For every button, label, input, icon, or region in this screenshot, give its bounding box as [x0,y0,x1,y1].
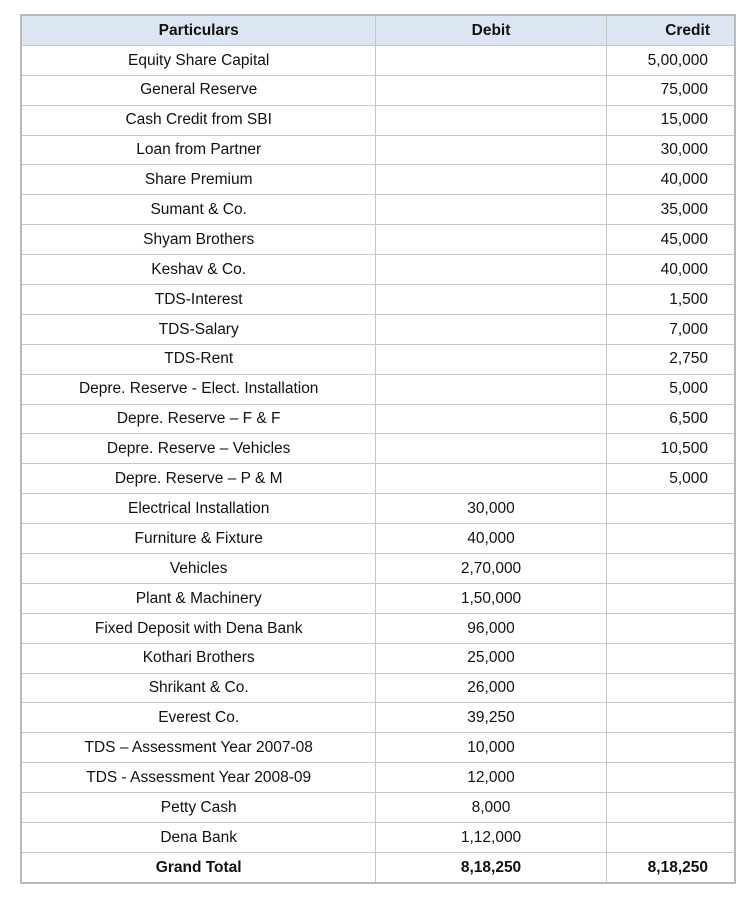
credit-cell [606,613,735,643]
table-row [21,823,735,853]
table-row [21,494,735,524]
particulars-cell: Depre. Reserve – P & M [21,464,376,494]
particulars-cell: TDS - Assessment Year 2008-09 [21,763,376,793]
table-row [21,105,735,135]
debit-cell: 10,000 [376,733,606,763]
debit-cell: 12,000 [376,763,606,793]
debit-cell [376,225,606,255]
particulars-cell: General Reserve [21,75,376,105]
debit-cell [376,45,606,75]
particulars-cell: TDS-Rent [21,344,376,374]
debit-cell [376,344,606,374]
debit-cell: 39,250 [376,703,606,733]
particulars-cell: Loan from Partner [21,135,376,165]
credit-cell [606,554,735,584]
table-row [21,285,735,315]
debit-cell: 2,70,000 [376,554,606,584]
trial-balance-table [20,14,736,884]
credit-cell: 1,500 [606,285,735,315]
debit-cell [376,374,606,404]
credit-cell [606,703,735,733]
table-row [21,763,735,793]
credit-cell [606,793,735,823]
table-row [21,554,735,584]
debit-cell [376,135,606,165]
credit-cell [606,763,735,793]
credit-cell: 8,18,250 [606,852,735,882]
credit-cell: 75,000 [606,75,735,105]
debit-cell [376,464,606,494]
debit-cell [376,434,606,464]
table-row [21,434,735,464]
debit-cell [376,195,606,225]
particulars-cell: Vehicles [21,554,376,584]
particulars-cell: TDS – Assessment Year 2007-08 [21,733,376,763]
debit-cell: 96,000 [376,613,606,643]
table-row [21,464,735,494]
credit-cell [606,494,735,524]
debit-cell [376,165,606,195]
debit-cell: 8,000 [376,793,606,823]
particulars-cell: Plant & Machinery [21,583,376,613]
credit-cell: 2,750 [606,344,735,374]
debit-header: Debit [376,15,606,45]
particulars-cell: Furniture & Fixture [21,524,376,554]
debit-cell: 25,000 [376,643,606,673]
particulars-cell: Depre. Reserve – F & F [21,404,376,434]
debit-cell: 30,000 [376,494,606,524]
credit-cell: 35,000 [606,195,735,225]
credit-cell: 15,000 [606,105,735,135]
credit-cell [606,583,735,613]
table-row [21,374,735,404]
table-row [21,643,735,673]
table-row [21,255,735,285]
particulars-cell: Sumant & Co. [21,195,376,225]
particulars-cell: Shrikant & Co. [21,673,376,703]
debit-cell: 1,50,000 [376,583,606,613]
debit-cell [376,255,606,285]
table-row [21,314,735,344]
particulars-cell: Depre. Reserve - Elect. Installation [21,374,376,404]
credit-cell: 30,000 [606,135,735,165]
table-row [21,404,735,434]
table-row [21,583,735,613]
particulars-cell: TDS-Interest [21,285,376,315]
table-row [21,733,735,763]
particulars-cell: Share Premium [21,165,376,195]
particulars-cell: Petty Cash [21,793,376,823]
credit-cell [606,733,735,763]
credit-cell: 7,000 [606,314,735,344]
credit-cell: 6,500 [606,404,735,434]
debit-cell [376,404,606,434]
credit-cell [606,643,735,673]
credit-cell: 40,000 [606,255,735,285]
particulars-cell: Equity Share Capital [21,45,376,75]
credit-cell: 5,00,000 [606,45,735,75]
credit-cell: 5,000 [606,464,735,494]
credit-header: Credit [606,15,735,45]
credit-cell: 5,000 [606,374,735,404]
particulars-cell: Cash Credit from SBI [21,105,376,135]
debit-cell [376,314,606,344]
table-row [21,524,735,554]
header-row [21,15,735,45]
particulars-cell: Depre. Reserve – Vehicles [21,434,376,464]
table-row [21,613,735,643]
particulars-cell: Everest Co. [21,703,376,733]
credit-cell: 45,000 [606,225,735,255]
particulars-cell: Keshav & Co. [21,255,376,285]
debit-cell [376,105,606,135]
debit-cell: 26,000 [376,673,606,703]
particulars-header: Particulars [21,15,376,45]
credit-cell: 40,000 [606,165,735,195]
debit-cell: 1,12,000 [376,823,606,853]
table-row [21,703,735,733]
credit-cell [606,823,735,853]
debit-cell: 40,000 [376,524,606,554]
particulars-cell: Shyam Brothers [21,225,376,255]
particulars-cell: Electrical Installation [21,494,376,524]
debit-cell [376,75,606,105]
debit-cell [376,285,606,315]
particulars-cell: TDS-Salary [21,314,376,344]
debit-cell: 8,18,250 [376,852,606,882]
grand-total-row [21,852,735,882]
table-row [21,165,735,195]
table-row [21,225,735,255]
table-row [21,195,735,225]
table-row [21,135,735,165]
credit-cell: 10,500 [606,434,735,464]
particulars-cell: Kothari Brothers [21,643,376,673]
particulars-cell: Dena Bank [21,823,376,853]
table-row [21,673,735,703]
credit-cell [606,524,735,554]
table-row [21,793,735,823]
particulars-cell: Fixed Deposit with Dena Bank [21,613,376,643]
particulars-cell: Grand Total [21,852,376,882]
table-row [21,344,735,374]
table-row [21,75,735,105]
credit-cell [606,673,735,703]
table-row [21,45,735,75]
